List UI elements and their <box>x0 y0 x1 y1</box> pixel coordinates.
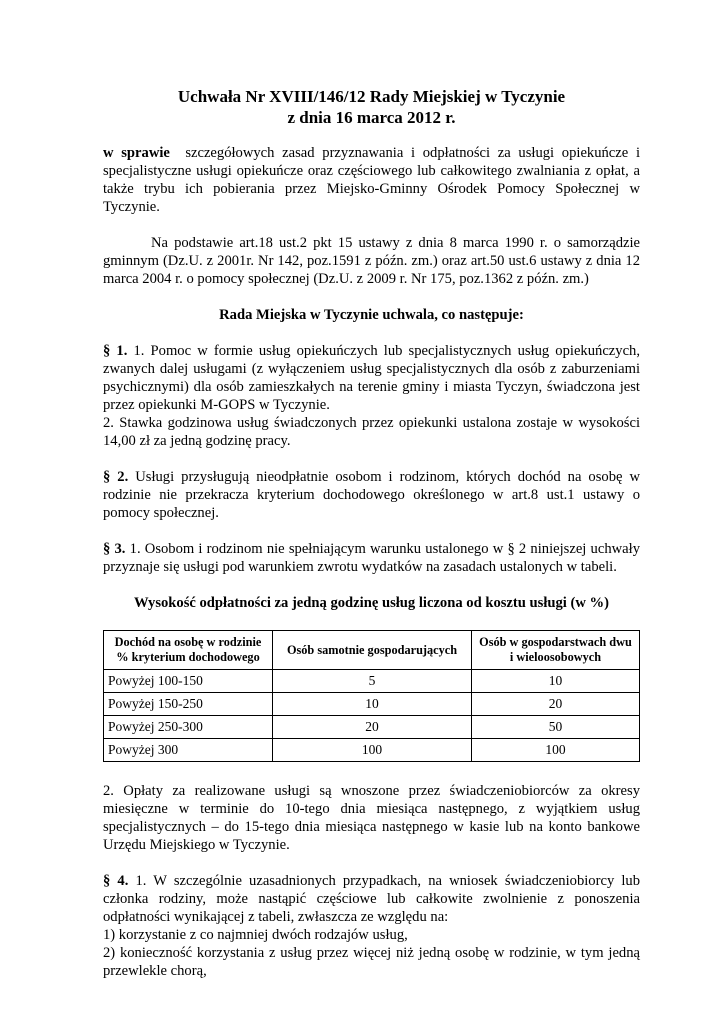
table-caption: Wysokość odpłatności za jedną godzinę usług liczona od kosztu usługi (w %) <box>133 595 610 611</box>
row-multi-value: 50 <box>472 716 640 739</box>
list-item: 1) korzystanie z co najmniej dwóch rodzajów usług, <box>103 927 408 943</box>
row-label: Powyżej 100-150 <box>104 670 273 693</box>
row-single-value: 100 <box>273 739 472 762</box>
header-income <box>104 631 273 670</box>
row-single-value: 10 <box>273 693 472 716</box>
paragraph-2-mark: § 2. <box>103 469 129 485</box>
paragraph-1-mark: § 1. <box>103 343 128 359</box>
paragraph-4 <box>103 872 640 980</box>
paragraph-1 <box>103 342 640 450</box>
paragraph-3-text: 1. Osobom i rodzinom nie spełniającym warunku ustalonego w § 2 niniejszej uchwały przyznaje się usługi pod warunkiem zwrotu wydatków na zasadach ustalonych w tabeli. <box>103 541 640 575</box>
row-label: Powyżej 150-250 <box>104 693 273 716</box>
table-row <box>104 670 640 693</box>
paragraph-1-point-2: 2. Stawka godzinowa usług świadczonych przez opiekunki ustalona zostaje w wysokości 14,00 zł za jedną godzinę pracy. <box>103 415 640 449</box>
row-single-value: 5 <box>273 670 472 693</box>
paragraph-3-point-2: 2. Opłaty za realizowane usługi są wnoszone przez świadczeniobiorców za okresy miesięczne w terminie do 10-tego dnia miesiąca następnego, z wyjątkiem usług specjalistycznych – do 15-tego dnia miesiąca następnego w kasie lub na konto bankowe Urzędu Miejskiego w Tyczynie. <box>103 783 640 853</box>
paragraph-3 <box>103 540 640 576</box>
header-income-line-2: % kryterium dochodowego <box>116 650 260 664</box>
header-multi-line-1: Osób w gospodarstwach dwu <box>479 635 632 649</box>
row-label: Powyżej 300 <box>104 739 273 762</box>
header-income-line-1: Dochód na osobę w rodzinie <box>114 635 262 649</box>
title-line-1: Uchwała Nr XVIII/146/12 Rady Miejskiej w Tyczynie <box>177 87 566 106</box>
fee-rates-table <box>103 630 640 762</box>
header-multi <box>472 631 640 670</box>
table-row <box>104 693 640 716</box>
table-row <box>104 739 640 762</box>
row-multi-value: 100 <box>472 739 640 762</box>
paragraph-4-text: 1. W szczególnie uzasadnionych przypadkach, na wniosek świadczeniobiorcy lub członka rodziny, może nastąpić częściowe lub całkowite zwolnienie z ponoszenia odpłatności wynikającej z tabeli, zwłaszcza ze względu na: <box>103 873 640 925</box>
subject-lead: w sprawie <box>103 145 170 161</box>
subject-text: szczegółowych zasad przyznawania i odpłatności za usługi opiekuńcze i specjalistyczne usługi opiekuńcze oraz częściowego lub całkowitego zwalniania z opłat, a także trybu ich pobierania przez Miejsko-Gminny Ośrodek Pomocy Społecznej w Tyczynie. <box>103 145 640 215</box>
row-multi-value: 10 <box>472 670 640 693</box>
table-header-row <box>104 631 640 670</box>
row-single-value: 20 <box>273 716 472 739</box>
resolution-heading: Rada Miejska w Tyczynie uchwala, co następuje: <box>219 307 524 323</box>
list-item: 2) konieczność korzystania z usług przez więcej niż jedną osobę w rodzinie, w tym jedną przewlekle chorą, <box>103 945 640 979</box>
subject-paragraph <box>103 144 640 216</box>
document-page <box>103 86 640 998</box>
header-single: Osób samotnie gospodarujących <box>273 631 472 670</box>
title-line-2: z dnia 16 marca 2012 r. <box>287 108 456 127</box>
paragraph-2-text: Usługi przysługują nieodpłatnie osobom i rodzinom, których dochód na osobę w rodzinie nie przekracza kryterium dochodowego określonego w art.8 ust.1 ustawy o pomocy społecznej. <box>103 469 641 521</box>
table-row <box>104 716 640 739</box>
document-title <box>103 86 640 128</box>
header-multi-line-2: i wieloosobowych <box>509 650 602 664</box>
paragraph-4-mark: § 4. <box>103 873 129 889</box>
row-label: Powyżej 250-300 <box>104 716 273 739</box>
row-multi-value: 20 <box>472 693 640 716</box>
paragraph-3-mark: § 3. <box>103 541 126 557</box>
paragraph-1-point-1: 1. Pomoc w formie usług opiekuńczych lub specjalistycznych usług opiekuńczych, zwanych dalej usługami (z wyłączeniem usług specjalistycznych dla osób z zaburzeniami psychicznymi) dla osób zamieszkałych na terenie gminy i miasta Tyczyn, świadczona jest przez opiekunki M-GOPS w Tyczynie. <box>103 343 640 413</box>
legal-basis-paragraph: Na podstawie art.18 ust.2 pkt 15 ustawy z dnia 8 marca 1990 r. o samorządzie gminnym (Dz.U. z 2001r. Nr 142, poz.1591 z późn. zm.) oraz art.50 ust.6 ustawy z dnia 12 marca 2004 r. o pomocy społecznej (Dz.U. z 2009 r. Nr 175, poz.1362 z późn. zm.) <box>103 235 640 287</box>
paragraph-2 <box>103 468 640 522</box>
